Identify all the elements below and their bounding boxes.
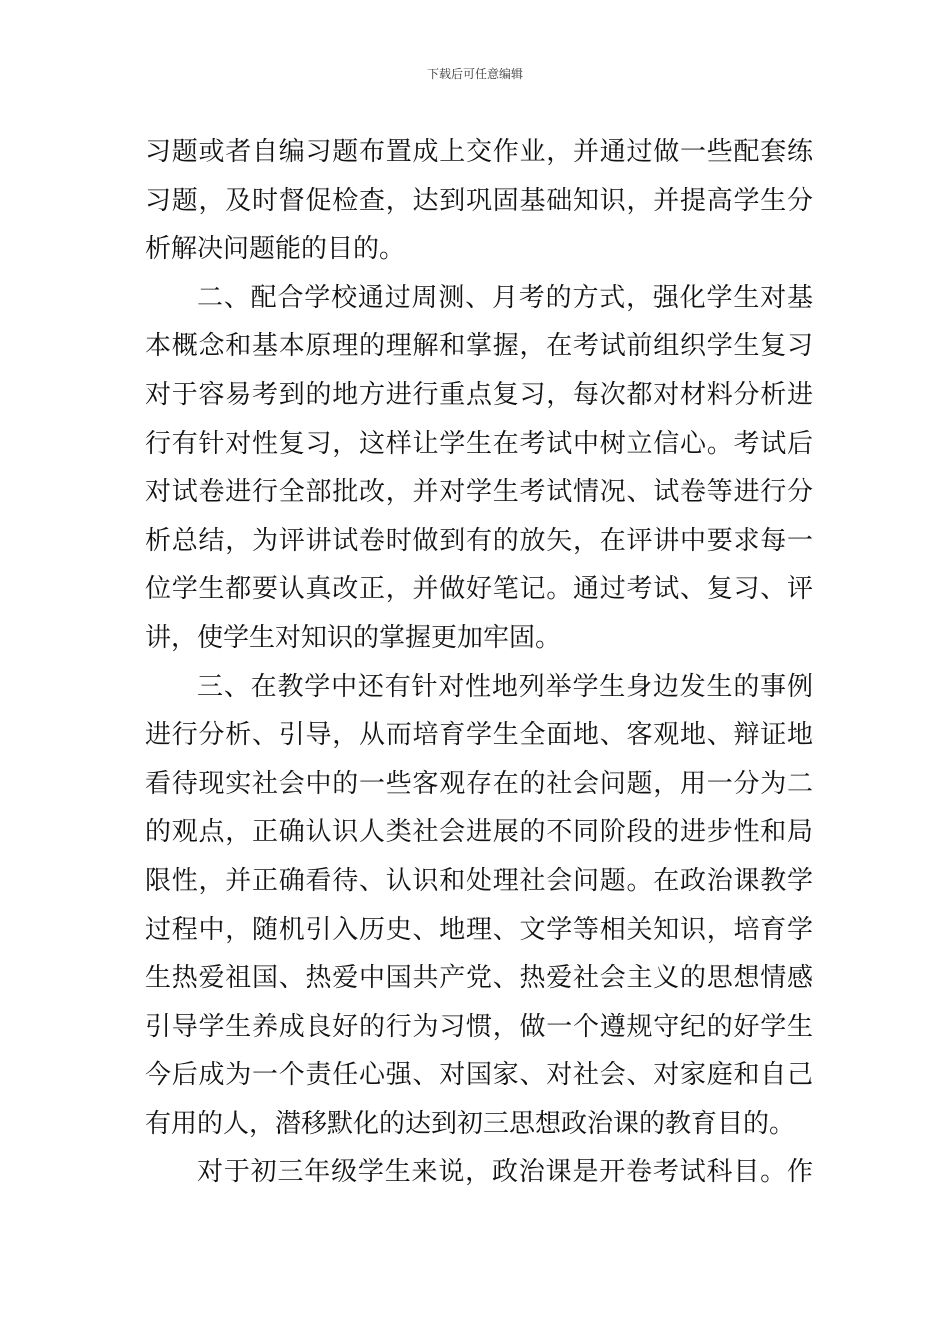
- text-line: 看待现实社会中的一些客观存在的社会问题，用一分为二: [145, 768, 813, 799]
- paragraph-start-line: 二、配合学校通过周测、月考的方式，强化学生对基: [197, 282, 813, 313]
- text-line: 本概念和基本原理的理解和掌握，在考试前组织学生复习: [145, 331, 813, 362]
- text-line: 位学生都要认真改正，并做好笔记。通过考试、复习、评: [145, 574, 813, 605]
- text-line: 生热爱祖国、热爱中国共产党、热爱社会主义的思想情感: [145, 963, 813, 994]
- text-line: 今后成为一个责任心强、对国家、对社会、对家庭和自己: [145, 1060, 813, 1091]
- paragraph-start-line: 三、在教学中还有针对性地列举学生身边发生的事例: [197, 671, 813, 702]
- text-line: 过程中，随机引入历史、地理、文学等相关知识，培育学: [145, 914, 813, 945]
- text-line: 进行分析、引导，从而培育学生全面地、客观地、辩证地: [145, 720, 813, 751]
- text-line: 行有针对性复习，这样让学生在考试中树立信心。考试后: [145, 428, 813, 459]
- text-line: 习题，及时督促检查，达到巩固基础知识，并提高学生分: [145, 185, 813, 216]
- text-line: 讲，使学生对知识的掌握更加牢固。: [145, 622, 562, 653]
- text-line: 限性，并正确看待、认识和处理社会问题。在政治课教学: [145, 865, 813, 896]
- text-line: 析总结，为评讲试卷时做到有的放矢，在评讲中要求每一: [145, 525, 813, 556]
- text-line: 对于容易考到的地方进行重点复习，每次都对材料分析进: [145, 379, 813, 410]
- document-body: [145, 128, 813, 1197]
- page-header: 下载后可任意编辑: [426, 67, 523, 81]
- text-line: 习题或者自编习题布置成上交作业，并通过做一些配套练: [145, 137, 813, 167]
- text-line: 引导学生养成良好的行为习惯，做一个遵规守纪的好学生: [145, 1011, 813, 1042]
- text-line: 对试卷进行全部批改，并对学生考试情况、试卷等进行分: [145, 477, 813, 508]
- paragraph-start-line: 对于初三年级学生来说，政治课是开卷考试科目。作: [197, 1157, 813, 1188]
- text-line: 的观点，正确认识人类社会进展的不同阶段的进步性和局: [145, 817, 813, 848]
- text-line: 析解决问题能的目的。: [145, 234, 406, 265]
- text-line: 有用的人，潜移默化的达到初三思想政治课的教育目的。: [145, 1108, 796, 1139]
